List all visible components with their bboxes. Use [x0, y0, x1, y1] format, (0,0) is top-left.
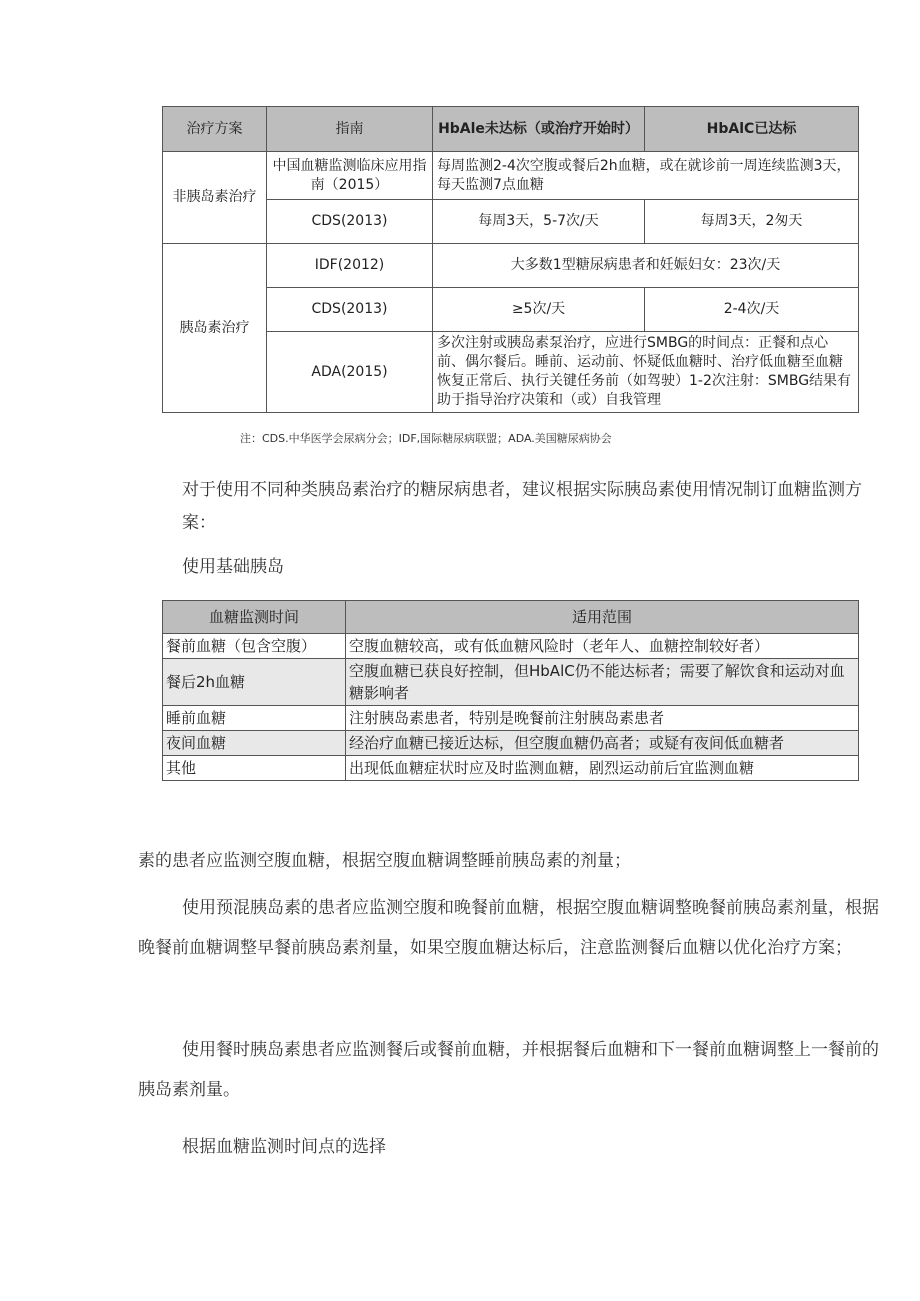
scope-cell: 经治疗血糖已接近达标，但空腹血糖仍高者；或疑有夜间低血糖者: [346, 731, 859, 756]
time-cell: 其他: [163, 756, 346, 781]
guide-cell: IDF(2012): [267, 244, 433, 288]
scope-cell: 注射胰岛素患者，特别是晚餐前注射胰岛素患者: [346, 706, 859, 731]
table-note: 注：CDS.中华医学会尿病分会；IDF,国际糖尿病联盟；ADA.美国糖尿病协会: [240, 432, 612, 445]
met-cell: 每周3天，2匆天: [645, 200, 859, 244]
table-row: [163, 706, 859, 731]
paragraph-basal-insulin: 素的患者应监测空腹血糖，根据空腹血糖调整睡前胰岛素的剂量；: [138, 851, 631, 871]
table-header-row: [163, 107, 859, 152]
time-cell: 夜间血糖: [163, 731, 346, 756]
table-header-row: [163, 601, 859, 634]
merged-cell: 多次注射或胰岛素泵治疗，应进行SMBG的时间点：正餐和点心前、偶尔餐后。睡前、运动前、怀疑低血糖时、治疗低血糖至血糖恢复正常后、执行关键任务前（如驾驶）1-2次注射：SMBG结果有助于指导治疗决策和（或）自我管理: [433, 332, 859, 413]
header-monitoring-time: 血糖监测时间: [163, 601, 346, 634]
header-hba1c-met: HbAlC已达标: [645, 107, 859, 152]
header-treatment-plan: 治疗方案: [163, 107, 267, 152]
scope-cell: 空腹血糖较高，或有低血糖风险时（老年人、血糖控制较好者）: [346, 634, 859, 659]
guide-cell: ADA(2015): [267, 332, 433, 413]
table-row: [163, 731, 859, 756]
merged-cell: 每周监测2-4次空腹或餐后2h血糖，或在就诊前一周连续监测3天，每天监测7点血糖: [433, 152, 859, 200]
table-row: [163, 288, 859, 332]
unmet-cell: ≥5次/天: [433, 288, 645, 332]
header-guideline: 指南: [267, 107, 433, 152]
time-cell: 睡前血糖: [163, 706, 346, 731]
group-non-insulin: 非胰岛素治疗: [163, 152, 267, 244]
table-row: [163, 200, 859, 244]
monitoring-frequency-table: [162, 106, 859, 413]
paragraph-basal-heading: 使用基础胰岛: [182, 557, 284, 577]
table-row: [163, 659, 859, 706]
time-cell: 餐前血糖（包含空腹）: [163, 634, 346, 659]
guide-cell: CDS(2013): [267, 288, 433, 332]
time-cell: 餐后2h血糖: [163, 659, 346, 706]
table-row: [163, 756, 859, 781]
scope-cell: 出现低血糖症状时应及时监测血糖，剧烈运动前后宜监测血糖: [346, 756, 859, 781]
paragraph-intro: 对于使用不同种类胰岛素治疗的糖尿病患者，建议根据实际胰岛素使用情况制订血糖监测方案：: [182, 480, 862, 533]
unmet-cell: 每周3天，5-7次/天: [433, 200, 645, 244]
table-row: [163, 152, 859, 200]
group-insulin: 胰岛素治疗: [163, 244, 267, 413]
merged-cell: 大多数1型糖尿病患者和妊娠妇女：23次/天: [433, 244, 859, 288]
paragraph-mealtime-insulin: 使用餐时胰岛素患者应监测餐后或餐前血糖，并根据餐后血糖和下一餐前血糖调整上一餐前的胰岛素剂量。: [138, 1040, 879, 1100]
guide-cell: 中国血糖监测临床应用指南（2015）: [267, 152, 433, 200]
paragraph-premixed-insulin: 使用预混胰岛素的患者应监测空腹和晚餐前血糖，根据空腹血糖调整晚餐前胰岛素剂量，根据晚餐前血糖调整早餐前胰岛素剂量，如果空腹血糖达标后，注意监测餐后血糖以优化治疗方案；: [138, 898, 879, 958]
guide-cell: CDS(2013): [267, 200, 433, 244]
scope-cell: 空腹血糖已获良好控制，但HbAlC仍不能达标者；需要了解饮食和运动对血糖影响者: [346, 659, 859, 706]
monitoring-timepoint-table: [162, 600, 859, 781]
header-scope: 适用范围: [346, 601, 859, 634]
table-row: [163, 332, 859, 413]
met-cell: 2-4次/天: [645, 288, 859, 332]
paragraph-timepoint-heading: 根据血糖监测时间点的选择: [182, 1137, 386, 1157]
table-row: [163, 634, 859, 659]
table-row: [163, 244, 859, 288]
header-hba1c-unmet: HbAle未达标（或治疗开始时）: [433, 107, 645, 152]
